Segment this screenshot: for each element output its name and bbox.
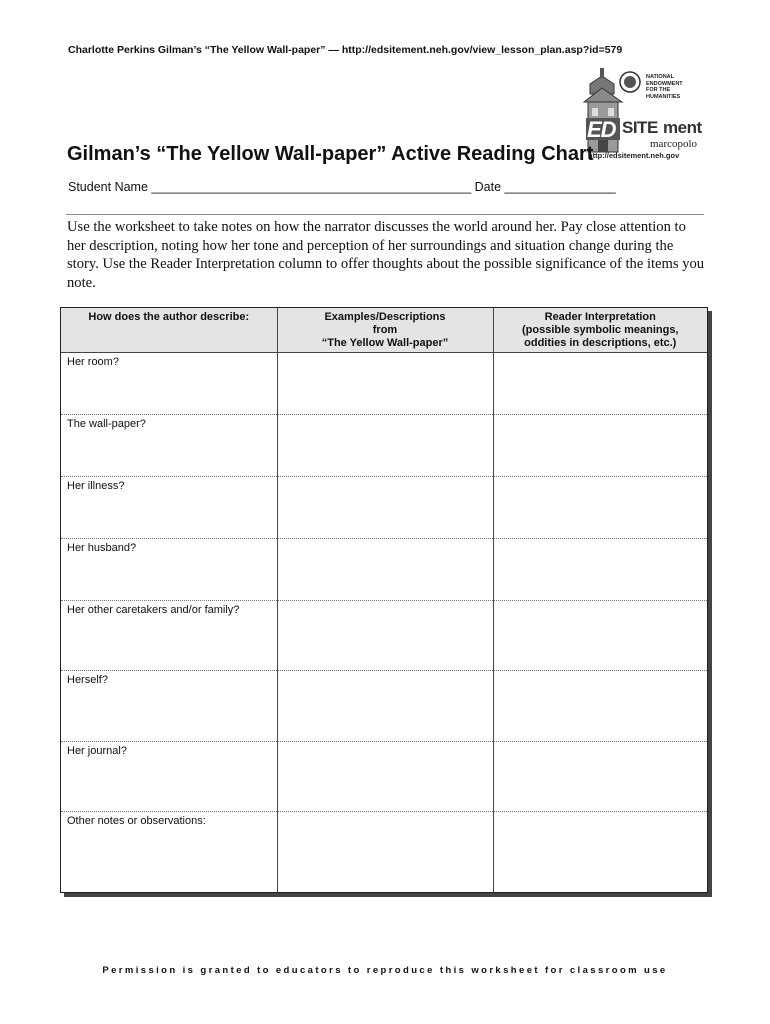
neh-text: NATIONAL ENDOWMENT FOR THE HUMANITIES: [646, 74, 683, 100]
examples-cell[interactable]: [277, 812, 493, 895]
interpretation-cell[interactable]: [493, 353, 707, 415]
table-row: [61, 477, 707, 539]
logo-marcopolo: marcopolo: [650, 138, 698, 150]
instructions: Use the worksheet to take notes on how the narrator discusses the world around her. Pay close attention to her description, noting how her tone and perception of her surroundings and situation change during the story. Use the Reader Interpretation column to offer thoughts about the possible significance of the items you note.: [67, 219, 705, 291]
student-name-date-line: Student Name ______________________________________________ Date ________________: [68, 180, 616, 194]
examples-cell[interactable]: [277, 601, 493, 671]
table-row: [61, 671, 707, 742]
table-row: [61, 353, 707, 415]
row-label: Her room?: [61, 353, 277, 415]
column-header-reader-interpretation: Reader Interpretation (possible symbolic meanings, oddities in descriptions, etc.): [493, 308, 707, 353]
row-label: Her illness?: [61, 477, 277, 539]
row-label: Herself?: [61, 671, 277, 742]
table-row: [61, 601, 707, 671]
row-label: Other notes or observations:: [61, 812, 277, 895]
interpretation-cell[interactable]: [493, 601, 707, 671]
table-row: [61, 539, 707, 601]
permission-footer: Permission is granted to educators to reproduce this worksheet for classroom use: [102, 965, 668, 976]
examples-cell[interactable]: [277, 415, 493, 477]
interpretation-cell[interactable]: [493, 742, 707, 812]
column-header-author-describe: How does the author describe:: [61, 308, 277, 353]
examples-cell[interactable]: [277, 671, 493, 742]
interpretation-cell[interactable]: [493, 671, 707, 742]
logo-ment: ment: [663, 118, 702, 137]
interpretation-cell[interactable]: [493, 812, 707, 895]
logo-ed: ED: [587, 117, 616, 142]
divider: [66, 214, 704, 215]
interpretation-cell[interactable]: [493, 415, 707, 477]
interpretation-cell[interactable]: [493, 477, 707, 539]
interpretation-cell[interactable]: [493, 539, 707, 601]
row-label: The wall-paper?: [61, 415, 277, 477]
column-header-examples: Examples/Descriptions from “The Yellow Wall-paper”: [277, 308, 493, 353]
table-row: [61, 812, 707, 895]
examples-cell[interactable]: [277, 742, 493, 812]
row-label: Her other caretakers and/or family?: [61, 601, 277, 671]
examples-cell[interactable]: [277, 539, 493, 601]
header-citation: Charlotte Perkins Gilman’s “The Yellow Wall-paper” — http://edsitement.neh.gov/view_lesson_plan.asp?id=579: [68, 44, 623, 56]
row-label: Her journal?: [61, 742, 277, 812]
logo-site: SITE: [622, 118, 658, 137]
table-row: [61, 742, 707, 812]
row-label: Her husband?: [61, 539, 277, 601]
edsitement-logo: [580, 66, 710, 164]
reading-chart-table: [60, 307, 708, 893]
examples-cell[interactable]: [277, 353, 493, 415]
examples-cell[interactable]: [277, 477, 493, 539]
table-row: [61, 415, 707, 477]
page-title: Gilman’s “The Yellow Wall-paper” Active Reading Chart: [67, 143, 594, 165]
logo-url: http://edsitement.neh.gov: [588, 151, 680, 160]
